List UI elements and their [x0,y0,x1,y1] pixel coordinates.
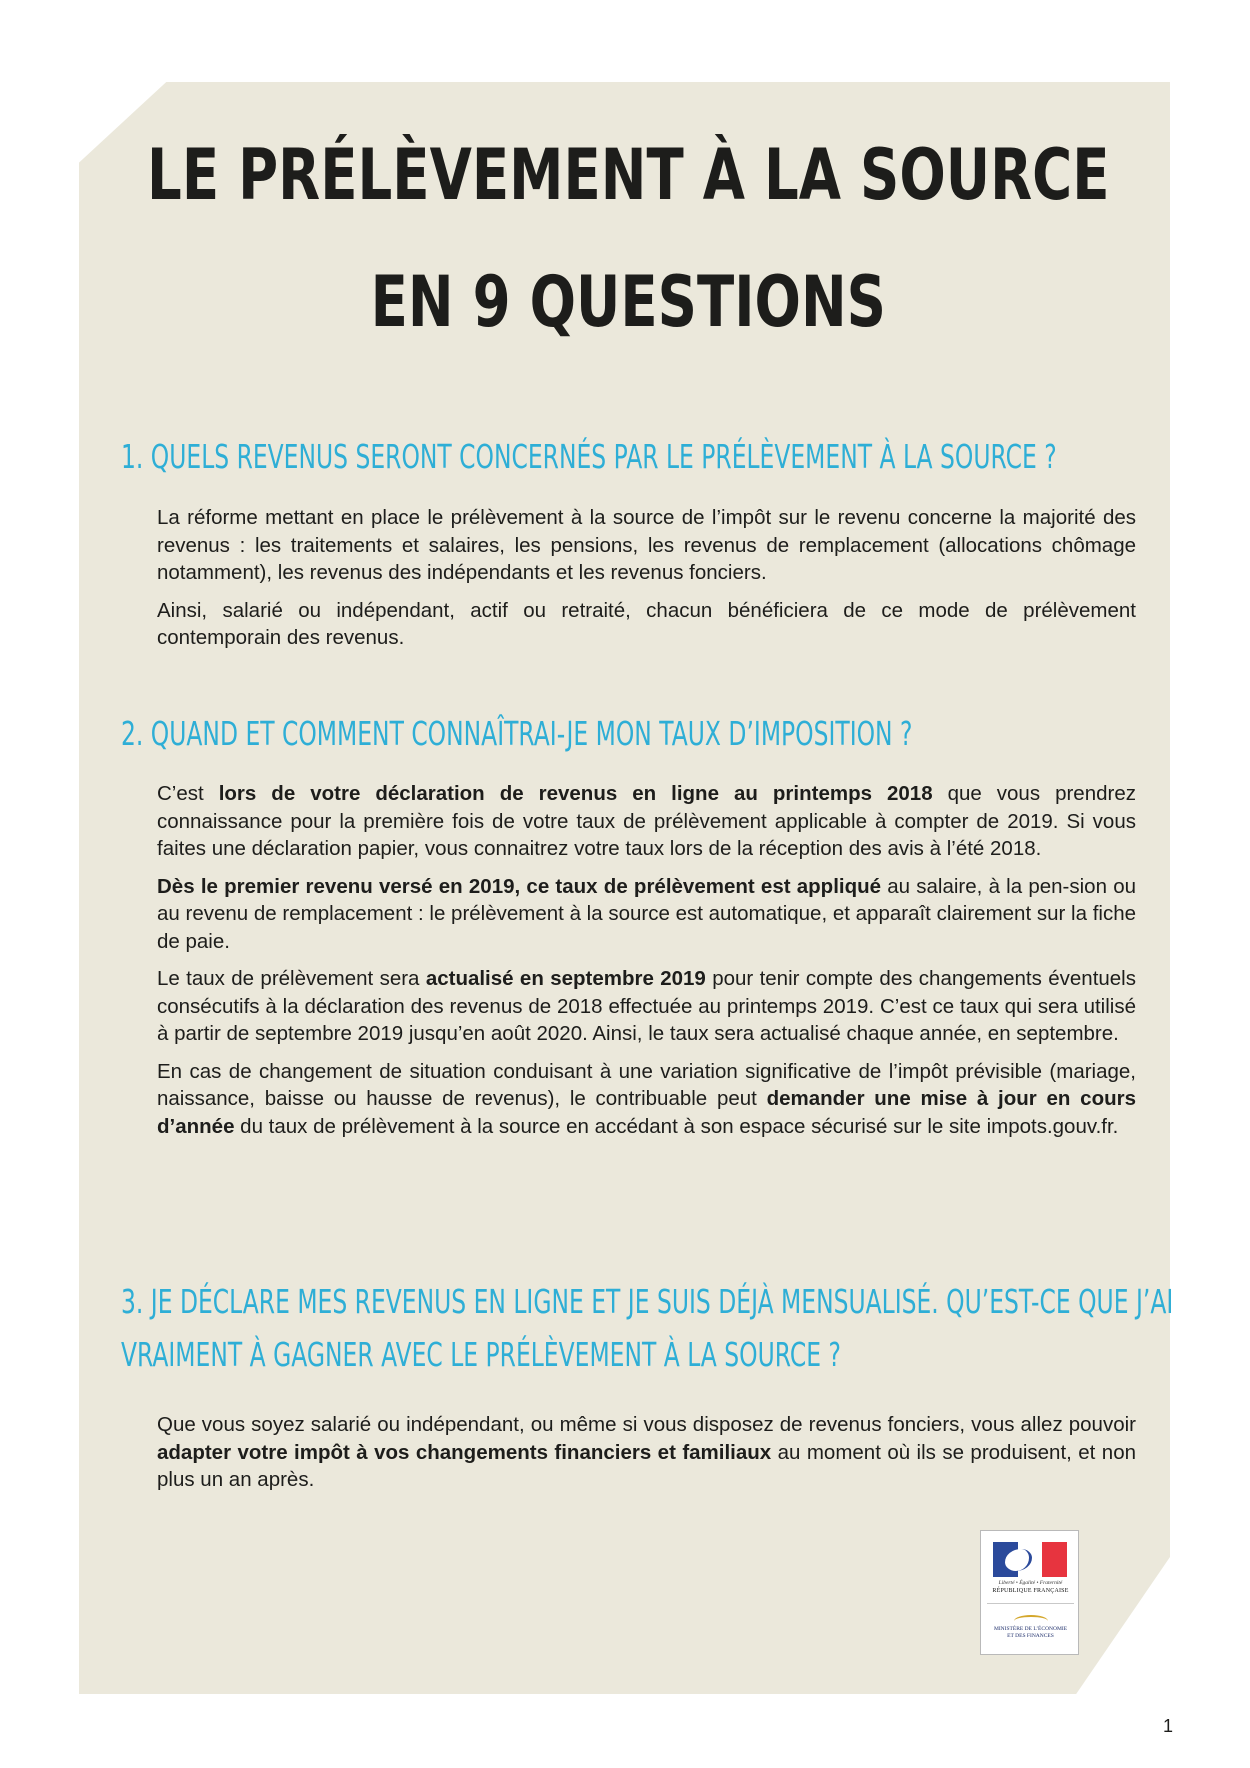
q2-paragraph-1: C’est lors de votre déclaration de revenus en ligne au printemps 2018 que vous prendrez connaissance pour la première fois de votre taux de prélèvement applicable à compter de 2019. Si vous faites une déclaration papier, vous connaitrez votre taux lors de la réception des avis à l’été 2018. [157,782,1136,860]
logo-divider [987,1603,1074,1604]
q3-paragraph-1: Que vous soyez salarié ou indépendant, ou même si vous disposez de revenus fonciers, vous allez pouvoir adapter votre impôt à vos changements financiers et familiaux au moment où ils se produisent, et non plus un an après. [157,1413,1136,1491]
page-title-line-1: LE PRÉLÈVEMENT À LA SOURCE [147,134,1110,216]
question-2-answer [157,780,1136,1150]
q3-heading-line-2: VRAIMENT À GAGNER AVEC LE PRÉLÈVEMENT À LA SOURCE ? [121,1335,841,1374]
q2-paragraph-2: Dès le premier revenu versé en 2019, ce taux de prélèvement est appliqué au salaire, à la pen-sion ou au revenu de remplacement : le prélèvement à la source est automatique, et apparaît clairement sur la fiche de paie. [157,874,1136,953]
page-title [141,112,1116,366]
question-1-heading: 1. QUELS REVENUS SERONT CONCERNÉS PAR LE PRÉLÈVEMENT À LA SOURCE ? [121,437,1057,476]
q1-paragraph-2: Ainsi, salarié ou indépendant, actif ou retraité, chacun bénéficiera de ce mode de prélèvement contemporain des revenus. [157,598,1136,649]
logo-ministry: MINISTÈRE DE L’ÉCONOMIE ET DES FINANCES [993,1626,1068,1639]
question-3-answer [157,1411,1136,1504]
logo-republic: RÉPUBLIQUE FRANÇAISE [992,1588,1069,1594]
q2-paragraph-4: En cas de changement de situation conduisant à une variation significative de l’impôt prévisible (mariage, naissance, baisse ou hausse de revenus), le contribuable peut demander une mise à jour en cours d’année du taux de prélèvement à la source en accédant à son espace sécurisé sur le site impots.gouv.fr. [157,1059,1136,1138]
question-2-heading: 2. QUAND ET COMMENT CONNAÎTRAI-JE MON TAUX D’IMPOSITION ? [121,714,913,753]
q1-paragraph-1: La réforme mettant en place le prélèvement à la source de l’impôt sur le revenu concerne la majorité des revenus : les traitements et salaires, les pensions, les revenus de remplacement (allocations chômage notamment), les revenus des indépendants et les revenus fonciers. [157,506,1136,584]
q3-heading-line-1: 3. JE DÉCLARE MES REVENUS EN LIGNE ET JE SUIS DÉJÀ MENSUALISÉ. QU’EST-CE QUE J’AI [121,1282,1174,1321]
page-title-line-2: EN 9 QUESTIONS [370,261,886,343]
q2-paragraph-3: Le taux de prélèvement sera actualisé en septembre 2019 pour tenir compte des changements éventuels consécutifs à la déclaration des revenus de 2018 effectuée au printemps 2019. C’est ce taux qui sera utilisé à partir de septembre 2019 jusqu’en août 2020. Ainsi, le taux sera actualisé chaque année, en septembre. [157,967,1136,1045]
page-number: 1 [1163,1716,1174,1736]
logo-motto: Liberté • Égalité • Fraternité [998,1580,1063,1586]
question-1-answer [157,504,1136,662]
ministry-logo [980,1530,1079,1655]
question-3-heading [121,1275,1173,1381]
